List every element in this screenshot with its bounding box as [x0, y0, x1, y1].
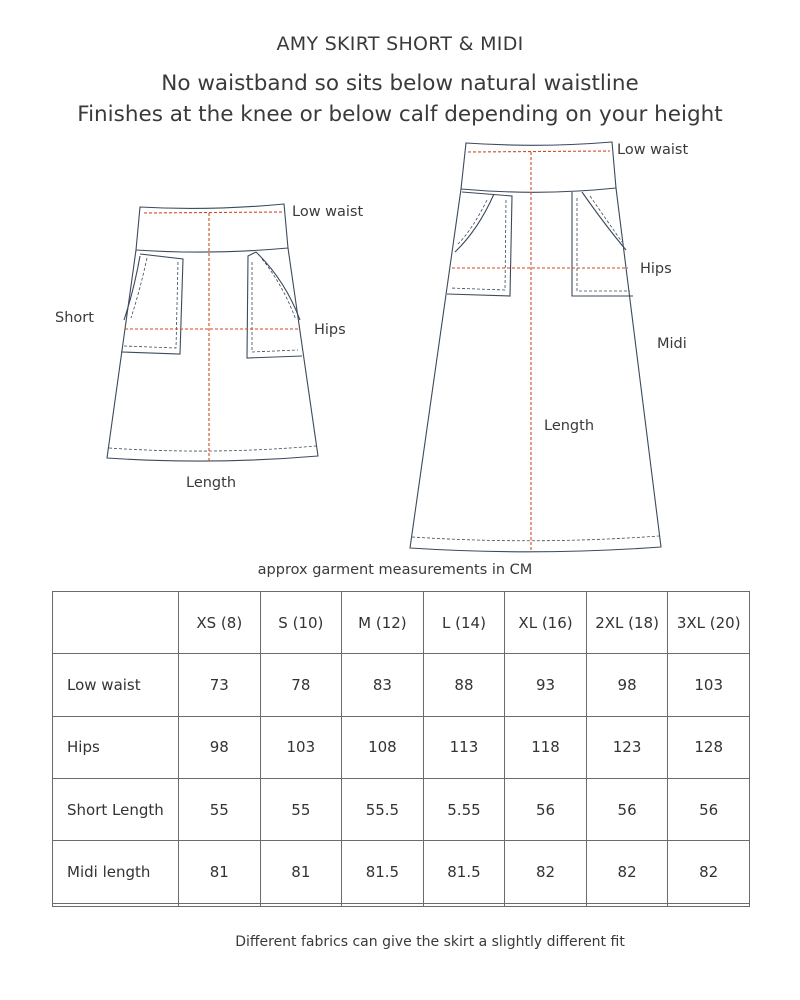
table-cell — [179, 903, 261, 906]
table-cell: 118 — [505, 716, 587, 778]
table-cell: 83 — [342, 654, 424, 716]
subtitle-line-2: Finishes at the knee or below calf depending on your height — [77, 102, 723, 127]
page-title: AMY SKIRT SHORT & MIDI — [276, 33, 524, 55]
table-cell: 82 — [505, 841, 587, 903]
short-skirt-drawing — [107, 204, 318, 461]
table-row — [53, 654, 750, 716]
table-cell: 55.5 — [342, 779, 424, 841]
table-row — [53, 841, 750, 903]
table-cell: 103 — [260, 716, 342, 778]
short-skirt-label: Short — [55, 310, 94, 326]
midi-skirt-drawing — [410, 142, 661, 552]
table-cell: 123 — [586, 716, 668, 778]
header-cell-s: S (10) — [260, 592, 342, 654]
table-cell: 5.55 — [423, 779, 505, 841]
table-row-empty — [53, 903, 750, 906]
short-hips-label: Hips — [314, 322, 346, 338]
table-cell: 81.5 — [342, 841, 424, 903]
table-cell — [342, 903, 424, 906]
header-cell-xl: XL (16) — [505, 592, 587, 654]
table-cell: 78 — [260, 654, 342, 716]
short-low-waist-label: Low waist — [292, 204, 364, 220]
subtitle-line-1: No waistband so sits below natural waistline — [161, 71, 639, 96]
table-cell: 55 — [179, 779, 261, 841]
table-cell: 82 — [586, 841, 668, 903]
header-cell-2xl: 2XL (18) — [586, 592, 668, 654]
table-caption: approx garment measurements in CM — [257, 562, 533, 578]
header-cell-3xl: 3XL (20) — [668, 592, 750, 654]
table-cell: 81 — [260, 841, 342, 903]
table-cell — [260, 903, 342, 906]
table-row — [53, 779, 750, 841]
short-length-label: Length — [186, 475, 237, 491]
table-row — [53, 716, 750, 778]
table-cell — [505, 903, 587, 906]
table-cell — [668, 903, 750, 906]
table-cell — [586, 903, 668, 906]
size-chart-table — [52, 591, 750, 907]
table-cell: 55 — [260, 779, 342, 841]
table-cell: 82 — [668, 841, 750, 903]
header-cell-xs: XS (8) — [179, 592, 261, 654]
table-cell: 56 — [505, 779, 587, 841]
table-header-row — [53, 592, 750, 654]
header-cell-m: M (12) — [342, 592, 424, 654]
table-cell: 56 — [586, 779, 668, 841]
table-cell: 73 — [179, 654, 261, 716]
midi-skirt-measure-lines — [452, 151, 628, 552]
table-cell: 81 — [179, 841, 261, 903]
table-cell: 81.5 — [423, 841, 505, 903]
table-cell: 128 — [668, 716, 750, 778]
row-label-hips: Hips — [53, 716, 179, 778]
midi-hips-label: Hips — [640, 261, 672, 277]
table-cell: 113 — [423, 716, 505, 778]
table-cell: 88 — [423, 654, 505, 716]
row-label-midi-length: Midi length — [53, 841, 179, 903]
table-cell: 108 — [342, 716, 424, 778]
midi-low-waist-label: Low waist — [617, 142, 689, 158]
row-label-short-length: Short Length — [53, 779, 179, 841]
header-cell-empty — [53, 592, 179, 654]
row-label-low-waist: Low waist — [53, 654, 179, 716]
table-cell: 98 — [586, 654, 668, 716]
midi-length-label: Length — [544, 418, 595, 434]
midi-skirt-label: Midi — [657, 336, 687, 352]
footer-note: Different fabrics can give the skirt a slightly different fit — [235, 934, 625, 950]
table-cell: 56 — [668, 779, 750, 841]
table-cell — [423, 903, 505, 906]
table-cell: 98 — [179, 716, 261, 778]
row-label-empty — [53, 903, 179, 906]
table-cell: 103 — [668, 654, 750, 716]
table-cell: 93 — [505, 654, 587, 716]
header-cell-l: L (14) — [423, 592, 505, 654]
